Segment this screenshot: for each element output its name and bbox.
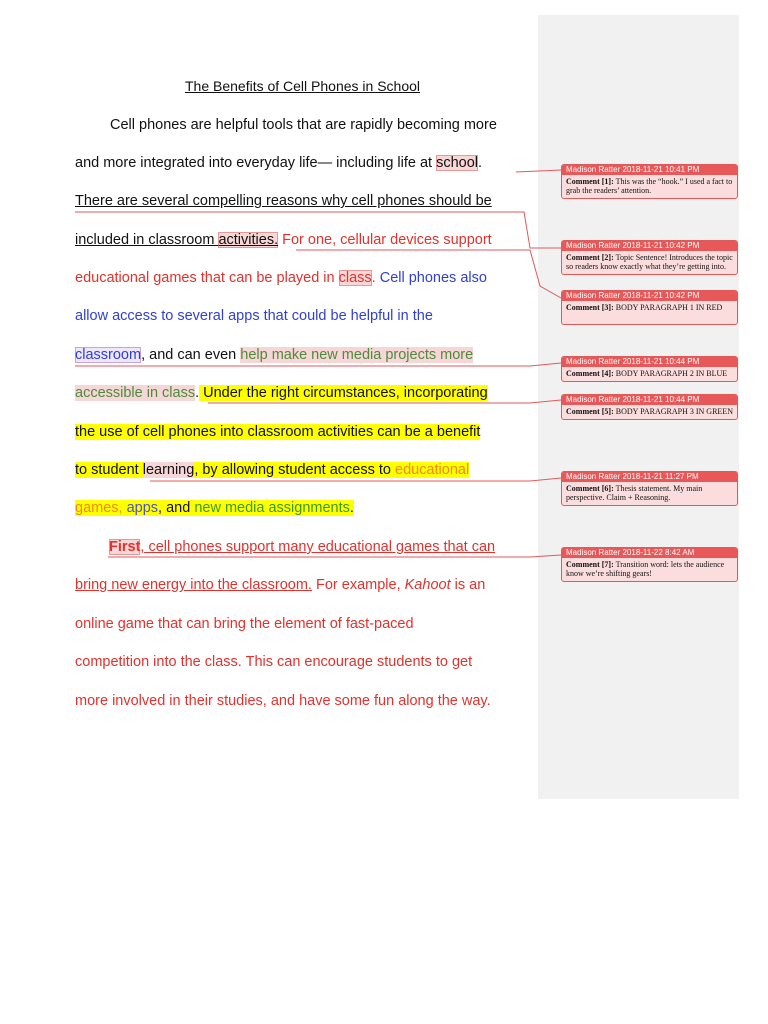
- topic-sentence-text: There are several compelling reasons why cell phones should be: [75, 193, 492, 209]
- comment-anchor-class[interactable]: class: [338, 270, 372, 286]
- comment-author: Madison Ratter 2018-11-21 10:44 PM: [562, 357, 737, 367]
- comment-4[interactable]: [561, 356, 738, 382]
- comment-anchor-activities[interactable]: activities.: [218, 232, 279, 248]
- comment-5[interactable]: [561, 394, 738, 420]
- comment-anchor-first[interactable]: First: [109, 539, 141, 555]
- comment-text: BODY PARAGRAPH 3 IN GREEN: [613, 407, 733, 416]
- body-line: [110, 114, 497, 136]
- comment-author: Madison Ratter 2018-11-21 11:27 PM: [562, 472, 737, 482]
- red-paragraph-text: ,: [140, 539, 145, 555]
- body-line: [75, 152, 482, 174]
- comment-label: Comment [5]:: [566, 407, 614, 416]
- body-line: [75, 344, 473, 366]
- comment-anchor-learning[interactable]: learning: [142, 462, 195, 478]
- thesis-text: , and: [158, 500, 195, 516]
- comment-label: Comment [7]:: [566, 560, 614, 569]
- comment-label: Comment [2]:: [566, 253, 614, 262]
- red-paragraph-text: educational games that can be played in: [75, 270, 339, 286]
- comment-anchor-classroom[interactable]: classroom: [75, 347, 142, 363]
- body-line: [75, 382, 488, 404]
- body-line: [75, 229, 492, 251]
- thesis-text: , by allowing student access to: [194, 462, 396, 478]
- body-text: .: [195, 385, 200, 401]
- comment-label: Comment [1]:: [566, 177, 614, 186]
- comment-author: Madison Ratter 2018-11-21 10:42 PM: [562, 291, 737, 301]
- comment-6[interactable]: [561, 471, 738, 506]
- comment-author: Madison Ratter 2018-11-21 10:41 PM: [562, 165, 737, 175]
- comment-label: Comment [6]:: [566, 484, 614, 493]
- thesis-text: Under the right circumstances, incorporating: [199, 385, 488, 401]
- red-paragraph-text: Kahoot: [404, 577, 451, 593]
- comment-anchor-school[interactable]: school: [436, 155, 479, 171]
- body-line: [75, 574, 485, 596]
- comment-text: Topic Sentence! Introduces the topic so readers know exactly what they’re getting into.: [566, 253, 733, 271]
- comment-2[interactable]: [561, 240, 738, 275]
- thesis-text: the use of cell phones into classroom activities can be a benefit: [75, 424, 481, 440]
- body-text: Cell phones are helpful tools that are rapidly becoming more: [110, 117, 497, 133]
- body-line: [75, 651, 472, 673]
- green-paragraph-text[interactable]: help make new media projects more: [240, 347, 474, 363]
- comment-text: BODY PARAGRAPH 1 IN RED: [613, 303, 723, 312]
- blue-paragraph-text: Cell phones also: [375, 270, 487, 286]
- comment-3[interactable]: [561, 290, 738, 325]
- comment-text: BODY PARAGRAPH 2 IN BLUE: [613, 369, 728, 378]
- red-paragraph-text: .: [371, 270, 376, 286]
- body-line: [75, 613, 414, 635]
- thesis-text-media: new media assignments: [194, 500, 350, 516]
- thesis-text: to student: [75, 462, 143, 478]
- comment-text: This was the “hook.” I used a fact to grab the readers’ attention.: [566, 177, 733, 195]
- body-line: [75, 421, 480, 443]
- body-line: [109, 536, 495, 558]
- red-paragraph-text: online game that can bring the element of fast-paced: [75, 616, 414, 632]
- thesis-text: .: [349, 500, 354, 516]
- thesis-text-apps: apps: [122, 500, 159, 516]
- comment-1[interactable]: [561, 164, 738, 199]
- comment-author: Madison Ratter 2018-11-21 10:42 PM: [562, 241, 737, 251]
- body-line: [75, 459, 469, 481]
- body-line: [75, 690, 491, 712]
- red-paragraph-text: more involved in their studies, and have some fun along the way.: [75, 693, 491, 709]
- red-paragraph-text: competition into the class. This can encourage students to get: [75, 654, 473, 670]
- comment-label: Comment [4]:: [566, 369, 614, 378]
- thesis-text-educational: educational: [395, 462, 470, 478]
- red-paragraph-text: For one, cellular devices support: [278, 232, 492, 248]
- body-line: [75, 190, 492, 212]
- red-paragraph-text: bring new energy into the classroom.: [75, 577, 312, 593]
- body-text: and more integrated into everyday life— including life at: [75, 155, 437, 171]
- comment-author: Madison Ratter 2018-11-21 10:44 PM: [562, 395, 737, 405]
- red-paragraph-text: cell phones support many educational games that can: [144, 539, 496, 555]
- red-paragraph-text: is an: [450, 577, 486, 593]
- red-paragraph-text: For example,: [311, 577, 405, 593]
- comment-text: Thesis statement. My main perspective. Claim + Reasoning.: [566, 484, 703, 502]
- body-line: [75, 305, 433, 327]
- comment-author: Madison Ratter 2018-11-22 8:42 AM: [562, 548, 737, 558]
- comment-text: Transition word: lets the audience know we’re shifting gears!: [566, 560, 725, 578]
- body-text: , and can even: [141, 347, 241, 363]
- body-line: [75, 497, 354, 519]
- body-line: [75, 267, 487, 289]
- blue-paragraph-text: allow access to several apps that could be helpful in the: [75, 308, 433, 324]
- thesis-text-games: games,: [75, 500, 123, 516]
- comment-label: Comment [3]:: [566, 303, 614, 312]
- topic-sentence-text: included in classroom: [75, 232, 219, 248]
- comment-7[interactable]: [561, 547, 738, 582]
- essay-title: The Benefits of Cell Phones in School: [184, 78, 421, 94]
- comment-anchor-accessible[interactable]: accessible in class: [75, 385, 196, 401]
- body-text: .: [478, 155, 483, 171]
